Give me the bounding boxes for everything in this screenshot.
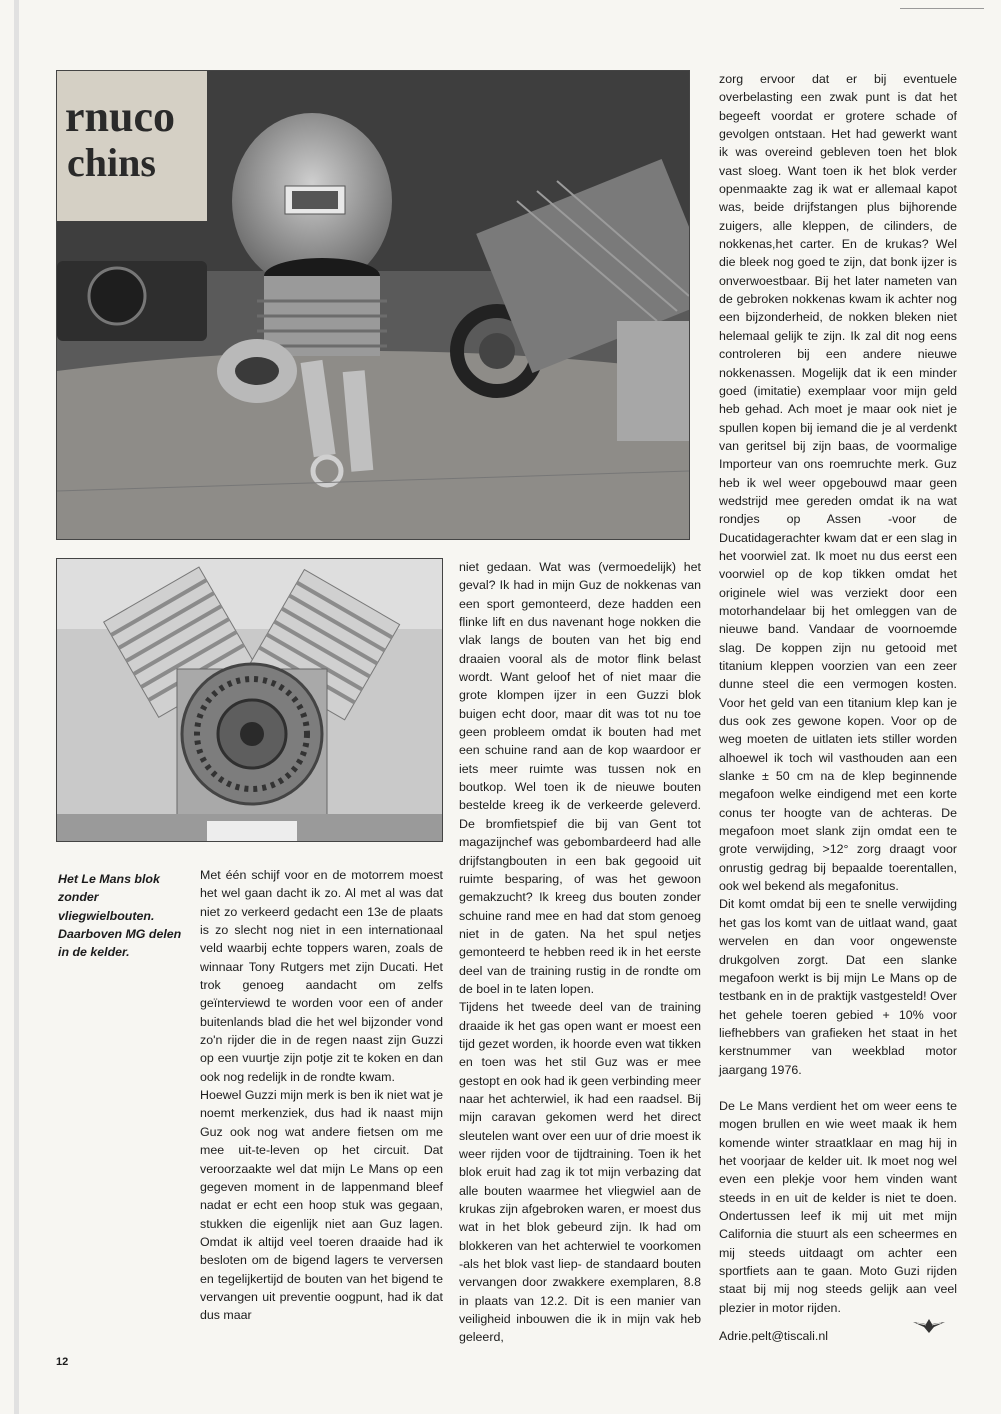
paragraph: Tijdens het tweede deel van de training draaide ik het gas open want er moest een tijd gezet worden, ik hoorde even wat tikken en toen was het stil Guz was er mee gestopt en ook had ik geen verbinding meer naar het achterwiel, ik had een raadsel. Bij mijn caravan gekomen werd het direct sleutelen want over een uur of drie moest ik weer rijden voor de tijdtraining. Toen ik het blok eruit had zag ik tot mijn verbazing dat alle bouten waarmee het vliegwiel aan de krukas zijn afgebroken waren, er moest dus wat in het blok gebeurd zijn. Ik had om blokkeren van het achterwiel te voorkomen -als het blok vast liep- de standaard bouten vervangen door zwakkere exemplaren, 8.8 in plaats van 12.2. Dit is een manier van veiligheid inbouwen die ik in mijn vak heb geleerd, xyxy=(459,1000,701,1345)
article-column-3 xyxy=(719,70,957,1345)
header-rule xyxy=(900,8,984,9)
paragraph: Hoewel Guzzi mijn merk is ben ik niet wat je noemt merkenziek, dus had ik naast mijn Guz ook nog wat andere fietsen om me mee uit-te-leven op het circuit. Dat veroorzaakte wel dat mijn Le Mans op een gegeven moment in de lappenmand bleef nadat er echt een hoop stuk was gegaan, stukken die eigenlijk niet aan Guz lagen. Omdat ik altijd veel toeren draaide had ik besloten om de bigend lagers te verversen en tegelijkertijd de bouten van het bigend te vervangen uit preventie oogpunt, had ik dat dus maar xyxy=(200,1088,443,1323)
page-number: 12 xyxy=(56,1356,69,1368)
photo-caption: Het Le Mans blok zonder vliegwielbouten. Daarboven MG delen in de kelder. xyxy=(58,872,182,960)
paragraph: niet gedaan. Wat was (vermoedelijk) het geval? Ik had in mijn Guz de nokkenas van een sport gemonteerd, deze hadden een flinke lift en dus navenant hoge nokken die vlak langs de bouten van het big end draaien vooral als de motor flink belast wordt. Want geloof het of niet maar die grote klompen ijzer in een Guzzi blok buigen echt door, maar dit was tot nu toe geen probleem omdat ik bouten had met een schuine rand aan de kop waardoor er iets meer ruimte was tussen nok en boutkop. Wel toen ik de nieuwe bouten bestelde kreeg ik de verkeerde geleverd. De bromfietspief die bij van Gent tot magazijnchef was gebombardeerd had alle drijfstangbouten in een bak gegooid uit ruimte besparing, of was het gewoon gemakzucht? Ik kreeg dus bouten zonder schuine rand mee en had dat stom genoeg niet in de gaten. Na het spul netjes gemonteerd te hebben reed ik in het eerste deel van de training rustig in de rondte om de boel in te laten lopen. xyxy=(459,560,701,996)
page-edge xyxy=(14,0,19,1414)
author-email-link[interactable]: Adrie.pelt@tiscali.nl xyxy=(719,1329,828,1344)
article-column-2 xyxy=(459,558,701,1347)
paragraph: zorg ervoor dat er bij eventuele overbelasting een zwak punt is dat het begeeft voordat er grotere schade of gevolgen ontstaan. Het had gewerkt want ik was overeind gebleven toen het blok vast sloeg. Want toen ik het blok verder openmaakte zag ik wat er allemaal kapot was, beide drijfstangen plus bijhorende zuigers, alle kleppen, de cilinders, de nokkenas,het carter. En de krukas? Wel die bleek nog goed te zijn, dat bonk ijzer is onverwoestbaar. Bij het later nameten van de gebroken nokkenas kwam ik achter nog een bijzonderheid, de nokken bleken niet helemaal gelijk te zijn. Ik zal dit nog eens controleren bij een andere nieuwe nokkenassen. Mogelijk dat ik een minder goed (imitatie) exemplaar voor mijn geld heb gehad. Ach moet je maar ook niet je spullen kopen bij iemand die je al verdenkt van geritsel bij zijn baas, de voormalige Importeur van ons roemruchte merk. Guz heb ik wel weer opgebouwd maar geen wedstrijd mee gereden omdat ik na wat rondjes op Assen -voor de Ducatidagerachter kwam dat er een slag in het voorwiel zat. Ik moet nu dus eerst een voorwiel op de kop tikken omdat het originele wiel was verziekt door een motorhandelaar bij het omleggen van de nieuwe band. Vandaar de voornoemde slag. De koppen zijn nu getooid met titanium kleppen voorzien van een zeer dunne steel die een vermogen kosten. Voor het geld van een titanium klep kan je dus ook zes gewone kopen. Voor op de weg moeten de uitlaten iets stiller worden alhoewel ik toch wil vasthouden aan een slanke ± 50 cm na de klep beginnende megafoon welke eindigend met een korte conus ter hoogte van de achteras. De megafoon moet slank zijn omdat een te grote verwijding, >12° zorg draagt voor onrustig gedrag bij bepaalde toerentallen, ook wel bekend als megafonitus. xyxy=(719,72,957,894)
photo-engine-parts xyxy=(56,70,690,540)
photo-le-mans-block xyxy=(56,558,443,842)
photo-engine-parts-illustration xyxy=(57,71,689,539)
paragraph: Dit komt omdat bij een te snelle verwijding het gas los komt van de uitlaat wand, gaat wervelen en dan voor ongewenste drukgolven zorgt. Dat een slanke megafoon werkt is bij mijn Le Mans op de testbank en in de praktijk vastgesteld! Over het gehele toeren gebied + 10% voor liefhebbers van grafieken het staat in het kerstnummer van weekblad motor jaargang 1976. xyxy=(719,897,957,1077)
paragraph: Met één schijf voor en de motorrem moest het wel gaan dacht ik zo. Al met al was dat niet zo verkeerd gedacht een 13e de plaats is zo slecht nog niet in een internationaal veld waarbij echte toppers waren, zoals de winnaar Tony Rutgers met zijn Ducati. Het trok genoeg aandacht om zelfs geïnterviewd te worden voor een of ander buitenlands blad die het wel bijzonder vond zo'n rijder die in de regen naast zijn Guzzi op een vuurtje zijn potje zit te koken en dan ook nog redelijk in de rondte kwam. xyxy=(200,868,443,1084)
moto-guzzi-eagle-icon xyxy=(912,1317,946,1335)
paragraph: De Le Mans verdient het om weer eens te mogen brullen en wie weet maak ik hem komende winter straatklaar en mag hij in het voorjaar de kelder uit. Ik moet nog wel even een plekje voor hem vinden want steeds in en uit de kelder is niet te doen. Ondertussen leef ik mij uit met mijn California die stuurt als een scheermes en mij steeds uitdaagt om achter een sportfiets aan te gaan. Moto Guzi rijden staat bij mij nog steeds gelijk aan veel plezier in motor rijden. xyxy=(719,1098,957,1315)
box-print-line-1: rnuco xyxy=(65,92,175,141)
box-print-line-2: chins xyxy=(67,140,156,185)
article-column-1 xyxy=(200,866,443,1325)
photo-le-mans-block-illustration xyxy=(57,559,442,841)
